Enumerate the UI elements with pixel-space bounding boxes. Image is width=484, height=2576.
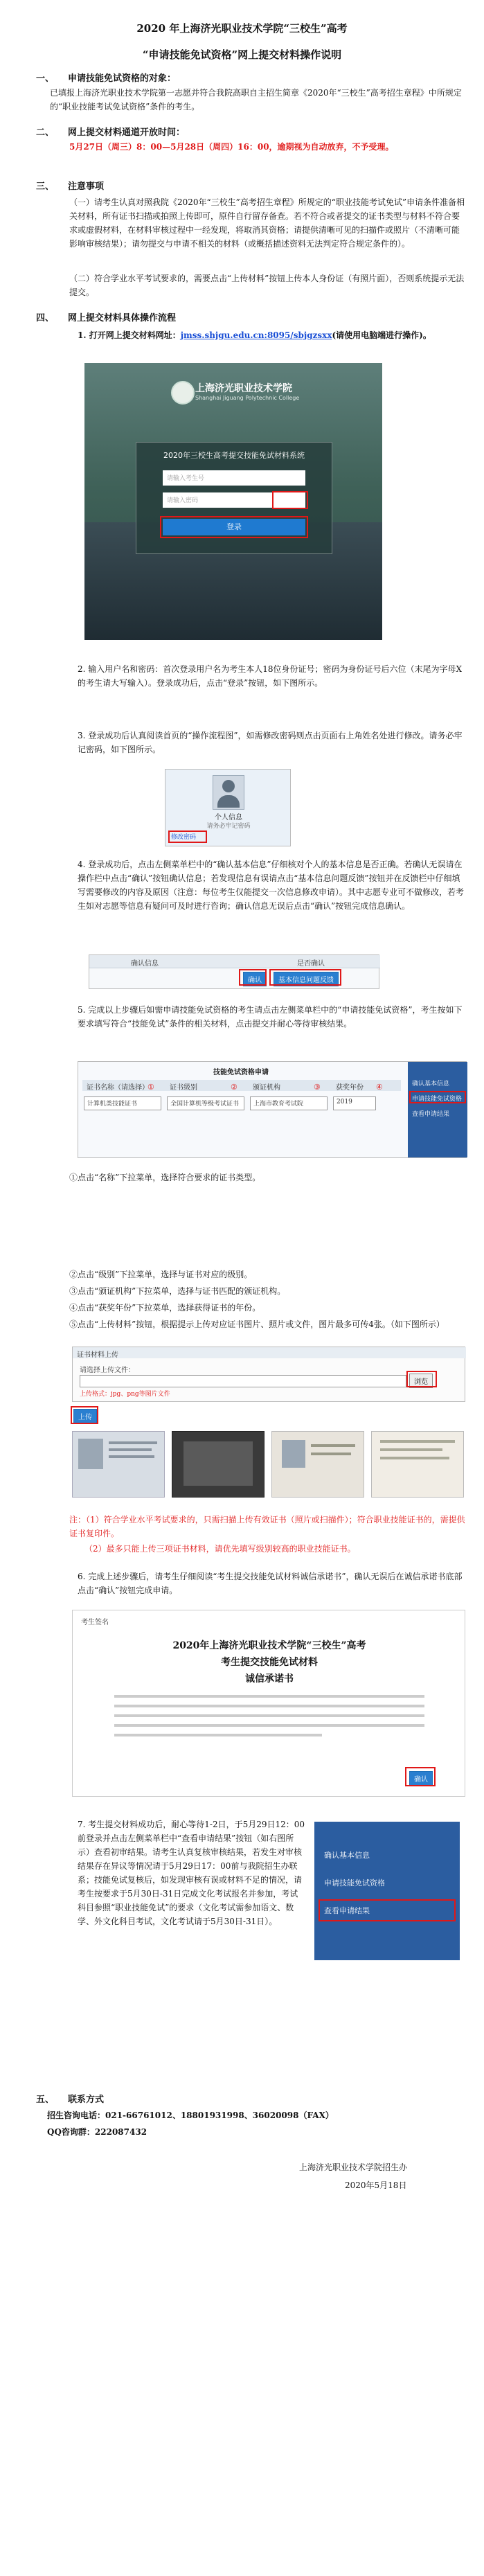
sample-id-card: [72, 1431, 165, 1498]
note-4: ④点击“获奖年份”下拉菜单，选择获得证书的年份。: [69, 1303, 261, 1313]
sample-certificate-4: [371, 1431, 464, 1498]
promise-confirm-highlight: [405, 1767, 436, 1786]
feedback-highlight: [269, 969, 341, 986]
apply-form-screenshot: [78, 1061, 467, 1158]
marker-2: ②: [231, 1083, 237, 1092]
note-5: ⑤点击“上传材料”按钮，根据提示上传对应证书图片、照片或文件，图片最多可传4张。（如下图所示）: [69, 1320, 445, 1329]
form-header-year: 获奖年份: [336, 1084, 364, 1092]
sample-line-1: [109, 1441, 157, 1444]
change-password-highlight: [168, 830, 207, 843]
login-system-title: 2020年三校生高考提交技能免试材料系统: [163, 451, 305, 460]
profile-name: 个人信息: [215, 814, 242, 821]
confirm-info-table: [89, 954, 379, 989]
confirm-button[interactable]: 确认: [243, 972, 267, 986]
promise-title-2: 考生提交技能免试材料: [221, 1657, 318, 1668]
upload-header: 证书材料上传: [77, 1351, 118, 1359]
side-apply-highlight: [409, 1091, 466, 1103]
step-6-text: 6. 完成上述步骤后，请考生仔细阅读“考生提交技能免试材料诚信承诺书”，确认无误后在诚信承诺书底部点击“确认”按钮完成申请。: [78, 1572, 463, 1595]
step-2-text: 2. 输入用户名和密码：首次登录用户名为考生本人18位身份证号；密码为身份证号后六位（末尾为字母X的考生请大写输入）。登录成功后，点击“登录”按钮，如下图所示。: [78, 664, 463, 688]
contact-qq: QQ咨询群：222087432: [47, 2127, 147, 2137]
upload-format-hint: 上传格式：jpg、png等图片文件: [80, 1391, 170, 1398]
cert-level-select[interactable]: 全国计算机等级考试证书: [167, 1096, 244, 1110]
sample-photo-icon: [78, 1439, 103, 1469]
s7-side-view-result[interactable]: 查看申请结果: [324, 1906, 370, 1915]
marker-4: ④: [376, 1083, 383, 1092]
note-2: ②点击“级别”下拉菜单，选择与证书对应的级别。: [69, 1270, 253, 1279]
sample-line-2: [109, 1448, 152, 1451]
red-note-2: （2）最多只能上传三项证书材料，请优先填写级别较高的职业技能证书。: [84, 1544, 356, 1554]
signature-date: 2020年5月18日: [345, 2180, 407, 2190]
section-3-heading: 三、 注意事项: [36, 181, 105, 192]
section-5-heading: 五、 联系方式: [36, 2095, 105, 2105]
promise-title-3: 诚信承诺书: [245, 1673, 294, 1685]
step-3-text: 3. 登录成功后认真阅读首页的“操作流程图”，如需修改密码则点击页面右上角姓名处进行修改。请务必牢记密码，如下图所示。: [78, 731, 463, 754]
promise-small-label: 考生签名: [81, 1619, 109, 1626]
table-header-col-1: 确认信息: [131, 960, 159, 968]
form-title: 技能免试资格申请: [213, 1069, 269, 1076]
password-highlight-box: [272, 491, 308, 509]
contact-phone: 招生咨询电话：021-66761012、18801931998、36020098（FAX）: [47, 2111, 334, 2120]
avatar-body-icon: [217, 795, 240, 808]
promise-line-1: [114, 1695, 424, 1698]
section-3-item-2: （二）符合学业水平考试要求的，需要点击“上传材料”按钮上传本人身份证（有照片面），否则系统提示无法提交。: [69, 274, 465, 297]
s7-view-result-highlight: [319, 1899, 456, 1921]
login-button[interactable]: 登录: [163, 519, 305, 535]
s7-side-confirm-info[interactable]: 确认基本信息: [324, 1851, 370, 1860]
cert-issuer-select[interactable]: 上海市教育考试院: [250, 1096, 328, 1110]
marker-1: ①: [147, 1083, 154, 1092]
promise-line-5: [114, 1734, 322, 1736]
upload-label: 请选择上传文件：: [80, 1367, 135, 1374]
marker-3: ③: [314, 1083, 321, 1092]
signature-org: 上海济光职业技术学院招生办: [299, 2162, 408, 2172]
title-line-1: 2020 年上海济光职业技术学院“三校生”高考: [136, 22, 348, 35]
section-1-heading: 一、 申请技能免试资格的对象：: [36, 73, 177, 84]
section-2-heading: 二、 网上提交材料通道开放时间：: [36, 127, 186, 138]
section-3-item-1: （一）请考生认真对照我院《2020年“三校生”高考招生章程》所规定的“职业技能考试免试”申请条件准备相关材料，所有证书扫描或拍照上传即可，原件自行留存备查。若不符合或者提交的证书类型与材料不符合要求或虚假材料，在材料审核过程中一经发现，将取消其资格；请提供清晰可见的扫描件或照片（不清晰可能影响审核结果）；请勿提交与申请不相关的材料（或概括描述资料无法判定符合规定条件的）。: [69, 197, 465, 249]
red-note-1: 注：（1）符合学业水平考试要求的，只需扫描上传有效证书（照片或扫描件）；符合职业技能证书的，需提供证书复印件。: [69, 1515, 465, 1538]
promise-line-4: [114, 1724, 424, 1727]
promise-title-1: 2020年上海济光职业技术学院“三校生”高考: [172, 1640, 366, 1651]
password-field[interactable]: 请输入密码: [163, 492, 305, 508]
avatar-head-icon: [222, 780, 235, 792]
upload-action-row: [72, 1406, 465, 1425]
section-1-text: 已填报上海济光职业技术学院第一志愿并符合我院高职自主招生简章《2020年“三校生”高考招生章程》中所规定的“职业技能考试免试资格”条件的考生。: [50, 88, 462, 112]
avatar: [213, 775, 244, 810]
side-view-result[interactable]: 查看申请结果: [412, 1111, 450, 1118]
upload-header-bar: [73, 1347, 466, 1358]
step-7-text: 7. 考生提交材料成功后，耐心等待1-2日，于5月29日12：00前登录并点击左侧菜单栏中“查看申请结果”按钮（如右图所示）查看初审结果。请考生认真复核审核结果，若发生对审核结果存在异议等情况请于5月29日17：00前与我院招生办联系；技能免试复核后，如发现审核有误或材料不足的情况，请考生按要求于5月30日-31日完成文化考试报名并参加，考试科目参照“职业技能免试”的要求（文化考试需参加语文、数学、外文化科目考试，文化考试请于5月30日-31日）。: [78, 1820, 305, 1926]
table-header-col-2: 是否确认: [297, 960, 325, 968]
form-header-issuer: 颁证机构: [253, 1084, 280, 1092]
step-5-text: 5. 完成以上步骤后如需申请技能免试资格的考生请点击左侧菜单栏中的“申请技能免试资格”，考生按如下要求填写符合“技能免试”条件的相关材料，点击提交并耐心等待审核结果。: [78, 1005, 463, 1029]
college-logo-icon: [171, 381, 195, 405]
sample-line-3: [109, 1455, 154, 1458]
submission-url-link[interactable]: jmss.shjgu.edu.cn:8095/sbjgzsxx: [180, 330, 332, 340]
promise-screenshot: [72, 1610, 465, 1797]
sample-certificate-light: [271, 1431, 364, 1498]
upload-browse-button[interactable]: 浏览: [409, 1374, 433, 1388]
login-college-name-en: Shanghai Jiguang Polytechnic College: [195, 395, 300, 401]
upload-submit-button[interactable]: 上传: [73, 1409, 97, 1423]
promise-confirm-button[interactable]: 确认: [409, 1771, 433, 1786]
form-header-row: [82, 1080, 401, 1091]
confirm-highlight: [239, 969, 267, 986]
upload-screenshot: [72, 1347, 465, 1402]
login-college-name: 上海济光职业技术学院: [195, 383, 292, 394]
sample-certificate-dark: [172, 1431, 265, 1498]
sample-cert-line-2: [311, 1453, 351, 1455]
certificate-samples: [72, 1431, 465, 1498]
side-confirm-info[interactable]: 确认基本信息: [412, 1081, 450, 1087]
side-apply-exempt[interactable]: 申请技能免试资格: [412, 1096, 463, 1103]
profile-screenshot: [165, 769, 291, 846]
upload-file-field[interactable]: [80, 1375, 406, 1387]
promise-line-2: [114, 1705, 424, 1707]
step-1-text: 1. 打开网上提交材料网址：jmss.shjgu.edu.cn:8095/sbjgzsxx(请使用电脑端进行操作)。: [78, 330, 431, 340]
login-panel: [136, 442, 332, 554]
login-button-highlight-box: [160, 516, 308, 538]
result-side-menu: [314, 1822, 460, 1960]
section-4-heading: 四、 网上提交材料具体操作流程: [36, 313, 177, 323]
table-header: [89, 955, 380, 968]
form-header-name: 证书名称（请选择）: [87, 1084, 149, 1092]
sample-cert-photo: [282, 1440, 305, 1468]
browse-highlight: [406, 1371, 437, 1387]
info-feedback-button[interactable]: 基本信息问题反馈: [274, 972, 339, 986]
promise-line-3: [114, 1714, 424, 1717]
form-row: [82, 1096, 401, 1110]
sample-cert-inner: [183, 1441, 253, 1486]
profile-note: 请务必牢记密码: [206, 823, 251, 830]
sample-cert4-line-3: [380, 1457, 449, 1459]
form-side-menu: [408, 1062, 467, 1157]
note-3: ③点击“颁证机构”下拉菜单，选择与证书匹配的颁证机构。: [69, 1286, 286, 1296]
username-field[interactable]: 请输入考生号: [163, 470, 305, 486]
sample-cert-line-1: [311, 1444, 355, 1447]
step-4-text: 4. 登录成功后，点击左侧菜单栏中的“确认基本信息”仔细核对个人的基本信息是否正确。若确认无误请在操作栏中点击“确认”按钮确认信息；若发现信息有误请点击“基本信息问题反馈”按钮并在反馈栏中仔细填写需要修改的内容及原因（注意：每位考生仅能提交一次信息修改申请）。其中志愿专业可不做修改，若考生如对志愿等信息有疑问可及时进行咨询；确认信息无误后点击“确认”按钮完成信息确认。: [78, 860, 465, 911]
cert-year-select[interactable]: 2019: [333, 1096, 376, 1110]
login-screenshot: [84, 363, 382, 640]
form-header-level: 证书级别: [170, 1084, 197, 1092]
change-password-link[interactable]: 修改密码: [171, 834, 197, 841]
sample-cert4-line-2: [380, 1448, 442, 1451]
cert-name-select[interactable]: 计算机类技能证书: [84, 1096, 161, 1110]
s7-side-apply-exempt[interactable]: 申请技能免试资格: [324, 1878, 385, 1887]
upload-submit-highlight: [71, 1406, 98, 1424]
title-line-2: “申请技能免试资格”网上提交材料操作说明: [142, 48, 342, 61]
sample-cert4-line-1: [380, 1440, 455, 1443]
section-2-text: 5月27日（周三）8：00—5月28日（周四）16：00，逾期视为自动放弃，不予受理。: [69, 142, 394, 152]
note-1: ①点击“名称”下拉菜单，选择符合要求的证书类型。: [69, 1173, 261, 1182]
